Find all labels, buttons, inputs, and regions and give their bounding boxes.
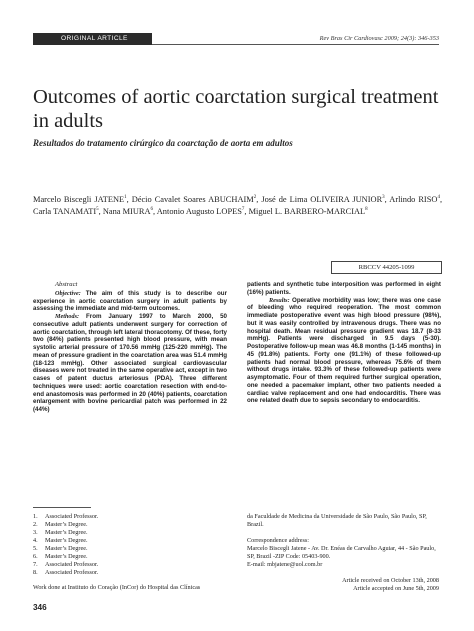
author-separator: ,	[256, 195, 262, 204]
footnote-text: Master’s Degree.	[45, 521, 88, 529]
results-text: Operative morbidity was low; there was one case of bleeding who required reoperation. The most common immediate postoperative event was high blood pressure (98%), but it was easily controlled by intravenous drugs. There was no hospital death. Mean residual pressure gradient was 18.7 (8-33 mmHg). Patients were discharged in 9.5 days (5-30). Postoperative follow-up mean was 46.8 months (1-145 months) in 45 (91.8%) patients. Forty one (91.1%) of these followed-up patients had normal blood pressure, whereas 75.6% of them without drugs intake. 93.3% of these followed-up patients were asymptomatic. Four of them required further surgical operation, one needed a pacemaker implant, other two patients needed a cardiac valve replacement and one had endocarditis. There was one related death due to sepsis secondary to endocarditis.	[247, 296, 441, 405]
author-affiliation-mark: 3	[382, 195, 385, 201]
correspondence-block	[247, 513, 443, 569]
objective-label: Objective:	[55, 289, 81, 297]
author-name: José de Lima OLIVEIRA JUNIOR	[261, 195, 383, 204]
received-date: Article received on October 13th, 2008	[342, 577, 439, 584]
author-affiliation-mark: 7	[241, 207, 245, 212]
author-affiliation-mark: 5	[96, 207, 99, 212]
footnote-item	[33, 529, 223, 537]
page-number: 346	[33, 603, 47, 612]
author-separator: ,	[126, 195, 132, 204]
abstract-column-left	[33, 281, 227, 414]
footnote-text: Associated Professor.	[45, 561, 99, 569]
author	[132, 195, 262, 204]
correspondence-address: Marcelo Biscegli Jatene - Av. Dr. Enéas de Carvalho Aguiar, 44 - São Paulo, SP, Brazil -ZIP Code: 05403-900.	[247, 545, 436, 560]
footnote-number: 2.	[33, 521, 38, 529]
footnote-text: Associated Professor.	[45, 513, 99, 520]
footnote-text: Master’s Degree.	[45, 553, 88, 561]
footnote-item	[33, 513, 223, 521]
author	[249, 207, 368, 216]
author-name: Carla TANAMATI	[33, 206, 97, 216]
abstract-objective	[33, 290, 227, 313]
article-type-tag: ORIGINAL ARTICLE	[33, 33, 152, 45]
author-separator: ,	[153, 206, 157, 216]
article-title: Outcomes of aortic coarctation surgical treatment in adults	[33, 86, 439, 132]
author-name: Arlindo RISO	[389, 195, 438, 204]
journal-reference: Rev Bras Cir Cardiovasc 2009; 24(3): 346-353	[319, 35, 439, 42]
author	[33, 195, 132, 204]
author-name: Marcelo Biscegli JATENE	[33, 195, 125, 204]
methods-label: Methods:	[55, 313, 80, 320]
abstract-results	[247, 297, 441, 406]
footnote-number: 3.	[33, 529, 38, 537]
author	[261, 195, 389, 204]
footnote-item	[33, 537, 223, 545]
abstract-methods-continued: patients and synthetic tube interposition was performed in eight (16%) patients.	[247, 281, 441, 296]
methods-text: From January 1997 to March 2000, 50 consecutive adult patients underwent surgery for correction of aortic coarctation, through left lateral thoracotomy. Of these, forty two (84%) patients presented high blood pressure, with mean systolic arterial pressure of 170.56 mmHg (125-220 mmHg). The mean of pressure gradient in the coarctation area was 51.4 mmHg (18-123 mmHg). Other associated surgical cardiovascular diseases were not treated in the same operative act, except in two cases of patent ductus arteriosus (PDA). Three different techniques were used: aortic coarctation resection with end-to-end anastomosis was performed in 20 (40%) patients, coarctation enlargement with bovine pericardial patch was performed in 22 (44%)	[33, 313, 227, 413]
footnote-item	[33, 521, 223, 529]
author-affiliation-mark: 8	[365, 207, 368, 212]
results-label: Results:	[269, 296, 290, 304]
author-separator: ,	[384, 195, 390, 204]
header-rule	[152, 44, 439, 45]
article-dates	[279, 577, 439, 593]
objective-text: The aim of this study is to describe our experience in aortic coarctation surgery in adult patients by assessing the immediate and mid-term outcomes.	[33, 289, 227, 313]
author-separator: ,	[439, 195, 443, 204]
footnote-text: Master’s Degree.	[45, 529, 88, 537]
footnote-number: 1.	[33, 513, 38, 520]
work-done-continued: da Faculdade de Medicina da Universidade de São Paulo, São Paulo, SP, Brazil.	[247, 513, 427, 528]
article-subtitle: Resultados do tratamento cirúrgico da coarctação de aorta em adultos	[33, 138, 293, 148]
footnote-text: Master’s Degree.	[45, 537, 88, 545]
affiliation-footnotes	[33, 513, 223, 577]
correspondence-email: E-mail: mbjatene@uol.com.br	[247, 561, 323, 568]
author-affiliation-mark: 6	[150, 207, 154, 212]
abstract-column-right	[247, 281, 441, 405]
footnote-number: 8.	[33, 569, 38, 577]
author-affiliation-mark: 2	[253, 195, 257, 201]
author-name: Miguel L. BARBERO-MARCIAL	[248, 206, 366, 216]
footnote-number: 7.	[33, 561, 38, 569]
footnote-number: 6.	[33, 553, 38, 561]
footnote-item	[33, 561, 223, 569]
footnote-text: Associated Professor.	[45, 569, 99, 577]
rbccv-code: RBCCV 44205-1099	[331, 261, 442, 274]
work-done-note: Work done at Instituto do Coração (InCor) do Hospital das Clínicas	[33, 584, 201, 591]
author-name: Nana MIURA	[102, 206, 151, 216]
author	[103, 207, 157, 216]
author	[157, 207, 249, 216]
footnote-number: 4.	[33, 537, 38, 545]
abstract-methods	[33, 313, 227, 414]
author-separator: ,	[98, 206, 103, 216]
author	[389, 195, 442, 204]
footnote-item	[33, 545, 223, 553]
abstract-heading: Abstract	[55, 281, 78, 288]
accepted-date: Article accepted on June 5th, 2009	[353, 585, 439, 592]
footnote-item	[33, 553, 223, 561]
footnote-rule	[33, 507, 91, 508]
author	[33, 207, 103, 216]
footnote-item	[33, 569, 223, 577]
correspondence-label: Correspondence address:	[247, 537, 310, 544]
author-separator: ,	[244, 206, 249, 216]
author-affiliation-mark: 1	[124, 195, 127, 201]
footnote-text: Master’s Degree.	[45, 545, 88, 553]
footnote-number: 5.	[33, 545, 38, 553]
author-affiliation-mark: 4	[437, 195, 440, 201]
author-name: Antonio Augusto LOPES	[156, 206, 242, 216]
author-list	[33, 194, 442, 218]
author-name: Décio Cavalet Soares ABUCHAIM	[131, 195, 254, 204]
